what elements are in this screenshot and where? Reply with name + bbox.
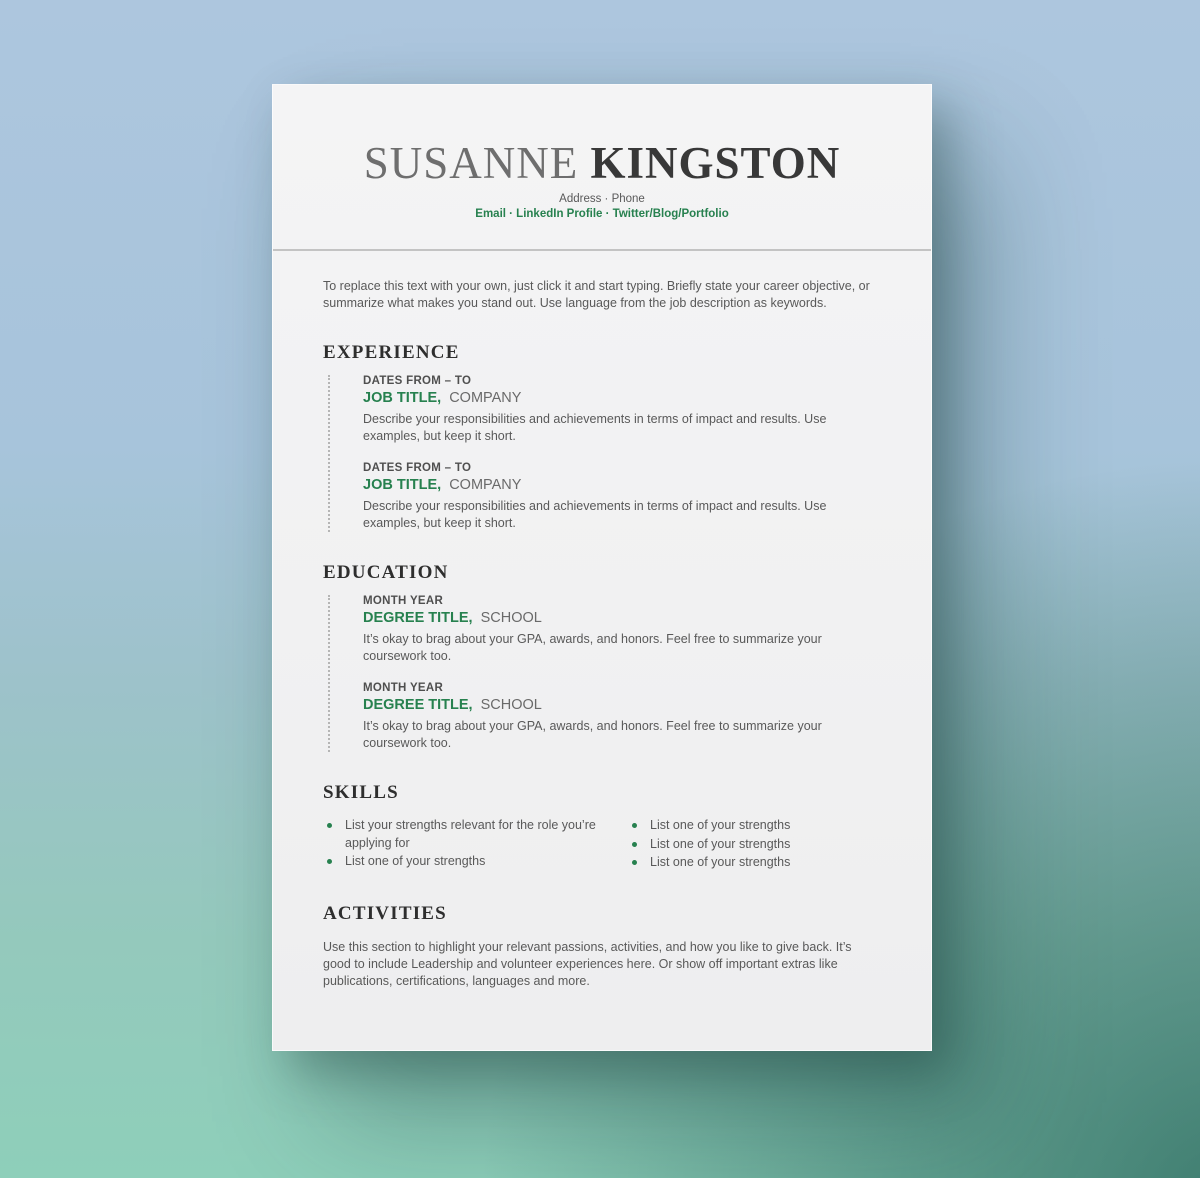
entry-title-line bbox=[363, 697, 875, 713]
bullet-icon bbox=[632, 842, 637, 847]
bullet-icon bbox=[632, 823, 637, 828]
entry-description: Describe your responsibilities and achievements in terms of impact and results. Use examples, but keep it short. bbox=[363, 412, 827, 443]
section-heading-education: EDUCATION bbox=[323, 562, 449, 583]
skills-column-left bbox=[323, 817, 628, 873]
summary-text: To replace this text with your own, just click it and start typing. Briefly state your career objective, or summarize what makes you stand out. Use language from the job description as keywords. bbox=[323, 279, 870, 310]
skill-item bbox=[323, 853, 628, 871]
entry-description: It’s okay to brag about your GPA, awards, and honors. Feel free to summarize your coursework too. bbox=[363, 719, 822, 750]
resume-name bbox=[273, 138, 931, 188]
education-entry bbox=[363, 595, 875, 665]
skills-columns bbox=[323, 817, 875, 873]
first-name: SUSANNE bbox=[363, 138, 579, 188]
section-heading-activities: ACTIVITIES bbox=[323, 902, 447, 924]
bullet-icon bbox=[327, 859, 332, 864]
entry-title-line bbox=[363, 477, 875, 493]
skill-item bbox=[628, 817, 790, 835]
resume-body bbox=[273, 278, 931, 990]
contact-address-phone: Address · Phone bbox=[559, 193, 645, 205]
experience-entry bbox=[363, 462, 875, 532]
skill-item bbox=[628, 854, 790, 872]
job-title: JOB TITLE, bbox=[363, 390, 442, 406]
school-name: SCHOOL bbox=[480, 610, 542, 626]
entry-dates: MONTH YEAR bbox=[363, 595, 444, 607]
skill-item bbox=[628, 836, 790, 854]
skill-text: List your strengths relevant for the role you’re applying for bbox=[345, 818, 596, 850]
entry-title-line bbox=[363, 610, 875, 626]
resume-page bbox=[272, 84, 932, 1051]
job-title: JOB TITLE, bbox=[363, 477, 442, 493]
activities-description: Use this section to highlight your relevant passions, activities, and how you like to give back. It’s good to include Leadership and volunteer experiences here. Or show off important extras like publications, certifications, languages and more. bbox=[323, 939, 852, 988]
entry-dates: DATES FROM – TO bbox=[363, 375, 472, 387]
entry-title-line bbox=[363, 390, 875, 406]
degree-title: DEGREE TITLE, bbox=[363, 610, 473, 626]
degree-title: DEGREE TITLE, bbox=[363, 697, 473, 713]
skill-text: List one of your strengths bbox=[650, 855, 791, 869]
skill-item bbox=[323, 817, 628, 852]
education-entries bbox=[328, 595, 875, 752]
section-heading-skills: SKILLS bbox=[323, 782, 399, 803]
last-name: KINGSTON bbox=[590, 138, 841, 188]
education-entry bbox=[363, 682, 875, 752]
experience-entries bbox=[328, 375, 875, 532]
entry-dates: MONTH YEAR bbox=[363, 682, 444, 694]
contact-links[interactable]: Email · LinkedIn Profile · Twitter/Blog/Portfolio bbox=[475, 208, 729, 220]
experience-entry bbox=[363, 375, 875, 445]
bullet-icon bbox=[327, 823, 332, 828]
entry-description: It’s okay to brag about your GPA, awards, and honors. Feel free to summarize your coursework too. bbox=[363, 632, 822, 663]
skill-text: List one of your strengths bbox=[345, 854, 486, 868]
skill-text: List one of your strengths bbox=[650, 818, 791, 832]
entry-dates: DATES FROM – TO bbox=[363, 462, 472, 474]
skill-text: List one of your strengths bbox=[650, 836, 791, 851]
bullet-icon bbox=[632, 860, 637, 865]
company-name: COMPANY bbox=[449, 390, 522, 406]
company-name: COMPANY bbox=[449, 477, 522, 493]
resume-header bbox=[273, 85, 931, 251]
entry-description: Describe your responsibilities and achievements in terms of impact and results. Use examples, but keep it short. bbox=[363, 499, 827, 530]
section-heading-experience: EXPERIENCE bbox=[323, 342, 460, 363]
skills-column-right bbox=[628, 817, 790, 873]
school-name: SCHOOL bbox=[480, 697, 542, 713]
